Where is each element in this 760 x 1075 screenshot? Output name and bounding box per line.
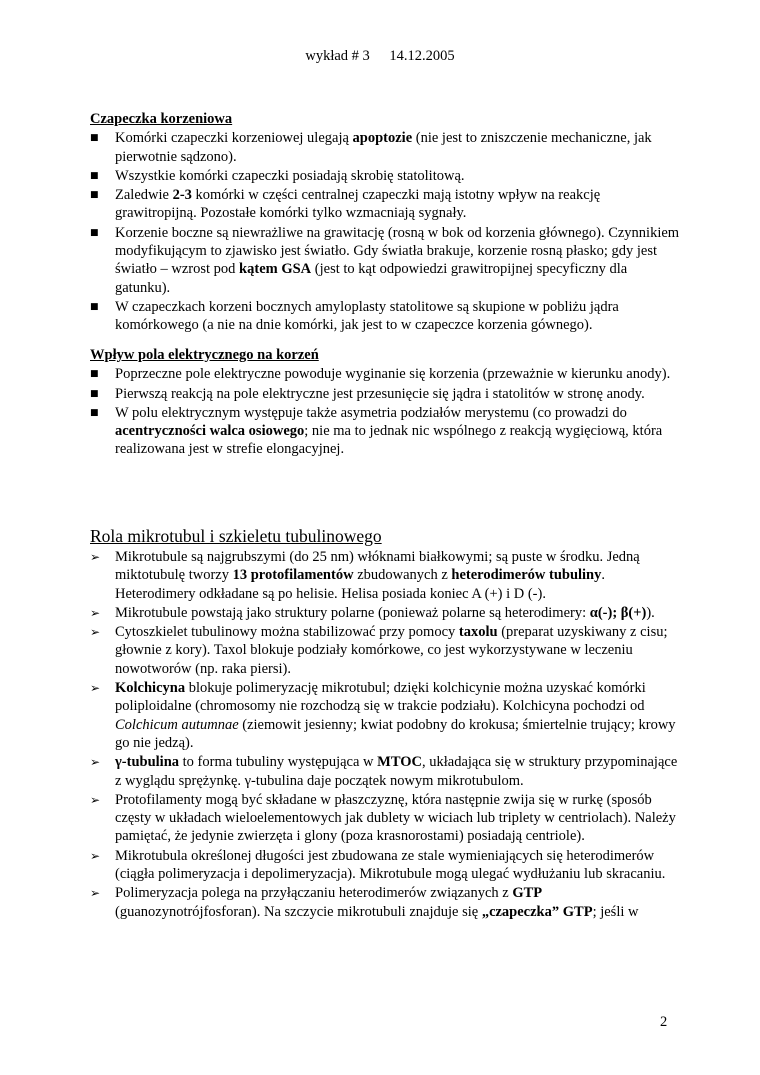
arrow-bullet-icon: ➢ [90,755,101,770]
list-item [90,623,680,678]
square-bullet-icon: ■ [90,407,99,418]
page-header [0,47,760,65]
bold-term: kątem GSA [239,261,312,278]
text-run: , układająca się w struktury przypominające z wyglądu sprężynkę. γ-tubulina daje początek nowym mikrotubulom. [115,754,678,789]
bold-term: MTOC [377,754,422,771]
list-item [90,548,680,603]
text-run: Poprzeczne pole elektryczne powoduje wyginanie się korzenia (przeważnie w kierunku anody). [115,366,671,383]
bold-term: taxolu [458,624,498,641]
square-bullet-icon: ■ [90,133,99,144]
text-run: W czapeczkach korzeni bocznych amyloplasty statolitowe są skupione w pobliżu jądra komórkowego (a nie na dnie komórki, jak jest to w czapeczce korzenia gównego). [115,298,619,334]
list-item [90,224,680,297]
bold-term: Kolchicyna [115,680,186,697]
list-item [90,186,680,223]
text-run: ). [646,604,655,621]
text-run: (guanozynotrójfosforan). Na szczycie mikrotubuli znajduje się [115,903,482,920]
text-run: (ziemowit jesienny; kwiat podobny do krokusa; śmiertelnie trujący; krowy go nie jedzą). [115,716,676,751]
text-run: blokuje polimeryzację mikrotubul; dzięki kolchicynie można uzyskać komórki poliploidalne (chromosomy nie rozchodzą się w trakcie podziału). Kolchicyna pochodzi od [115,680,646,715]
section-heading: Wpływ pola elektrycznego na korzeń [90,347,319,363]
text-run: Mikrotubula określonej długości jest zbudowana ze stale wymieniających się heterodimerów (ciągła polimeryzacja i depolimeryzacja). Mikrotubule mogą ulegać wydłużaniu lub skracaniu. [115,847,666,883]
arrow-bullet-icon: ➢ [90,625,101,640]
text-run: W polu elektrycznym występuje także asymetria podziałów merystemu (co prowadzi do [115,404,627,421]
list-item [90,404,680,459]
square-bullet-icon: ■ [90,301,99,312]
text-run: Mikrotubule są najgrubszymi (do 25 nm) włóknami białkowymi; są puste w środku. Jedną miktotubulę tworzy [115,549,640,584]
square-bullet-icon: ■ [90,190,99,201]
bold-term: acentryczności walca osiowego [115,423,305,440]
list-item [90,129,680,166]
square-bullet-icon: ■ [90,227,99,238]
list-item [90,753,680,790]
bold-term: apoptozie [352,130,413,147]
italic-term: Colchicum autumnae [115,716,239,733]
arrow-bullet-icon: ➢ [90,605,101,620]
text-run: to forma tubuliny występująca w [179,754,378,771]
list-item [90,385,680,403]
text-run: Wszystkie komórki czapeczki posiadają skrobię statolitową. [115,167,465,184]
text-run: komórki w części centralnej czapeczki mają istotny wpływ na reakcję grawitropijną. Pozostałe komórki tylko wzmacniają sygnały. [115,187,601,222]
arrow-bullet-icon: ➢ [90,681,101,696]
text-run: Cytoszkielet tubulinowy można stabilizować przy pomocy [115,624,459,641]
section-heading: Czapeczka korzeniowa [90,111,233,127]
section-heading: Rola mikrotubul i szkieletu tubulinowego [90,526,382,546]
bullet-list [90,548,680,921]
square-bullet-icon: ■ [90,388,99,399]
list-item [90,298,680,335]
text-run: . Heterodimery odkładane są po helisie. Helisa posiada koniec A (+) i D (-). [115,567,606,602]
text-run: Zaledwie [115,187,173,204]
bold-term: γ-tubulina [115,754,180,771]
arrow-bullet-icon: ➢ [90,848,101,863]
list-item [90,679,680,752]
section-electric-field [90,346,680,460]
list-item [90,791,680,846]
section-microtubules [90,526,680,922]
text-run: (jest to kąt odpowiedzi grawitropijnej specyficzny dla gatunku). [115,261,628,296]
text-run: (nie jest to zniszczenie mechaniczne, jak pierwotnie sądzono). [115,130,652,165]
arrow-bullet-icon: ➢ [90,550,101,564]
bold-term: 2-3 [172,187,192,204]
text-run: zbudowanych z [353,567,452,584]
text-run: Polimeryzacja polega na przyłączaniu heterodimerów związanych z [115,885,513,902]
bold-term: GTP [512,885,543,902]
text-run: Korzenie boczne są niewrażliwe na grawitację (rosną w bok od korzenia głównego). Czynnikiem modyfikującym to zjawisko jest światło. Gdy światła brakuje, korzenie rosną płasko; gdy jest światło – wzrost pod [115,224,680,278]
text-run: Protofilamenty mogą być składane w płaszczyznę, która następnie zwija się w rurkę (sposób częsty w układach wieloelementowych jak dublety w wiciach lub triplety w centriolach). Należy pamiętać, że jedynie zwierzęta i glony (poza krasnorostami) posiadają centriole). [115,791,676,845]
list-item [90,604,680,622]
bold-term: 13 protofilamentów [232,567,354,584]
text-run: Mikrotubule powstają jako struktury polarne (ponieważ polarne są heterodimery: [115,604,590,621]
bullet-list [90,365,680,458]
section-root-cap [90,110,680,336]
text-run: ; nie ma to jednak nic wspólnego z reakcją wygięciową, która realizowana jest w strefie elongacyjnej. [115,423,663,458]
bold-term: heterodimerów tubuliny [451,567,602,584]
text-run: Komórki czapeczki korzeniowej ulegają [115,130,353,147]
header-lecture: wykład # 3 [305,48,370,64]
arrow-bullet-icon: ➢ [90,792,101,807]
bullet-list [90,129,680,334]
square-bullet-icon: ■ [90,170,99,181]
page-number: 2 [660,1014,668,1030]
list-item [90,847,680,884]
bold-term: „czapeczka” GTP [481,903,593,920]
list-item [90,884,680,921]
bold-term: α(-); β(+) [589,604,647,621]
text-run: (preparat uzyskiwany z cisu; głownie z kory). Taxol blokuje podziały komórkowe, co jest wykorzystywane w leczeniu nowotworów (np. raka piersi). [115,624,668,677]
header-date: 14.12.2005 [389,48,455,64]
text-run: ; jeśli w [592,903,639,920]
list-item [90,167,680,185]
text-run: Pierwszą reakcją na pole elektryczne jest przesunięcie się jądra i statolitów w stronę anody. [115,385,645,402]
square-bullet-icon: ■ [90,369,99,380]
list-item [90,365,680,383]
arrow-bullet-icon: ➢ [90,886,101,901]
